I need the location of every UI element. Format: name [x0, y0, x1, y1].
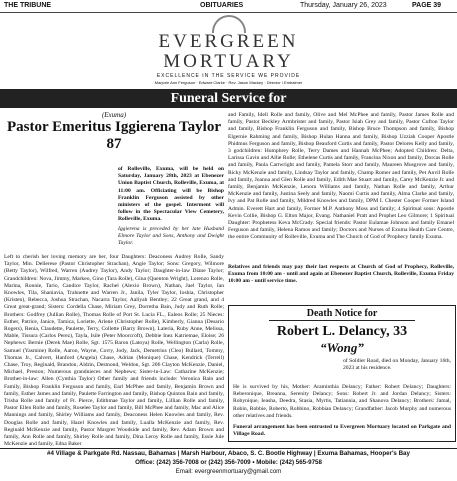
obituary-survivors: Left to cherish her loving memory are her, four Daughters: Deaconess Audrey Rolle, Sandy Taylor, Min. Dellerese (Pastor Christopher Strachan), Angie Taylor; Sons: Gregory, Wilmore (Betty Taylor), Wilfred, Warren (Audrey Taylor), Andy Taylor; Daughter-in-law Diane Taylor; Grandchildren: Nova, Jimmy, Markeo, Gino (Tara Rolle), Gina (Quenton Wright), Lorenzo Rolle, Marina, Ronnie, Tario, Candice Taylor, Rachel (Alexio Brown), Nathan, Jael Taylor, Ian Knowles, Tila, Shaniavia, Trahnette and Warren Jr., Janila, Tyler Taylor, Ioshia, Christopher (Kristen), Rebecca, Joshua Strachan, Nacarra Taylor, Aaliyah Bentley; 22 Great grand, and 4 Great great-grand; Sisters: Cordella Chase, Miriam Grey, Dorretha Bain, Judy and Ruth Rolle; Brothers: Godfrey (Jullian Rolle), Thomas Rolle of Port St. Lucia FL., Ealeos Rolle; 25 Nieces: Esther, Patrice, Janice, Tamica, Loriette, Arlene (Christopher Rolle), Kimberly, Gianna (Desario Rogers), Renia, Claudette, Paulette, Terry, Collette (Barry Brown), Lateria, Ruby Anne, Melissa, Mable, Tissura (Carlos Perez), Tayla, Isile (Peter Moorcroft), Debbie Inez Katriemae, Eloise; 26 Nephews: Bernie (Derek Mae) Rolle, Sgt. 1575 Baron (Latoya) Rolle, Wellington (Carla) Rolle, Samuel (Yasmine) Rolle, Aaron, Wayne, Corry, Jody, Jack, Demetrius (Cleo) Bullard, Tommy, Thomas Jr., Calvert, Hanford (Angela) Chase, Adrian (Monique) Chase, Kendrick (Terrell) Chase, Troy, Reginald, Brandon, Aldrin, Desmond, Weldon, Sgt. 206 Clayton McKenzie, Daniel, Michael, Preston; Numerous grandnieces and Nephews; Sister-in-Law: Catharine McKenzie; Brother-in-law: Allen (Cynthia Taylor) Other family and friends include: Veronica Bain and Family, Bishop Franklin Ferguson and family, Earl McPhee and family, Benjamin Brown and family, Esther James and family, Paulette Farrington and family, Bishop Quinton Bain and family, Trisha Rolle and family of Ft. Pierce, Edithmae Taylor and family, Lillian Rolle and family, Pastor Ellen Rolle and family, Roselee Taylor and family, Bill McPhee and family, Mac and Alice Mannings and family, Shirley Williams and family, Deaconess Helen Knowles and family, Rev. Douglas Rolle and family, Hazel Knowles and family, Lualla McKenzie and family, Rev. Reginald McKenzie and family, Pastor Margret Woodside and family, Rev. Adam Brown and family, Ann Rolle and family, Shirley Rolle and family, Dina Leroy Rolle and family, Essie Jule McKenzie and family, Edna Baker — [4, 254, 224, 448]
issue-date: Thursday, January 26, 2023 — [300, 2, 387, 9]
funeral-banner: Funeral Service for — [0, 89, 457, 108]
death-notice-nickname: “Wong” — [320, 340, 364, 355]
viewing-notice: Relatives and friends may pay their last respects at Church of God of Prophecy, Rolleville, Exuma from 10:00 am - until and again at Ebenezer Baptist Church, Rolleville, Exuma Friday 10:00 am - until service time. — [228, 264, 454, 285]
death-notice-name: Robert L. Delancy, 33 — [276, 324, 408, 339]
page-number: PAGE 39 — [412, 2, 442, 9]
death-notice-header: Death Notice for — [306, 308, 378, 319]
page-footer — [0, 448, 457, 481]
logo-line2: MORTUARY — [163, 51, 294, 72]
death-notice-box — [228, 305, 456, 442]
footer-addresses: #4 Village & Parkgate Rd. Nassau, Bahamas | Marsh Harbour, Abaco, S. C. Bootle Highway | Exuma Bahamas, Hooper's Bay — [47, 450, 410, 457]
page-header — [0, 0, 457, 13]
section-name: OBITUARIES — [200, 2, 244, 9]
death-notice-arrangements: Funeral arrangement has been entrusted to Evergreen Mortuary located on Parkgate and Village Road. — [233, 424, 451, 438]
death-notice-survivors: He is survived by his, Mother: Araminthia Delancy; Father: Robert Delancy; Daughters: Reberonique, Breanna, Serenity Delancy; Sons: Robert Jr. and Jordan Delancy; Sisters: Robynique, Ieasha, Deedra, Stasia, Myrtis, Tatiannia, and Shanova Delancy; Brothers: Jamal, Robin, Robbie, Roberto, Robbino, Robbian Delancy; Grandfather: Jacob Murphy and numerous other relatives and friends. — [233, 384, 451, 419]
obituary-service-details — [118, 166, 224, 252]
logo-tagline: EXCELLENCE IN THE SERVICE WE PROVIDE — [156, 73, 301, 79]
publication-name: THE TRIBUNE — [4, 2, 52, 9]
obituary-continued: and Family, Idell Rolle and family, Olive and Mel McPhee and family, Pastor James Rolle and family, Pastor Beckley Armbrister and family, Pastor Isiah Grey and family, Pastor Cufton Taylor and family, Bishop Franklin Ferguson and family, Bishop Bruce Thompson and family, Bishop Elgernie Rahming and family, Bishop Hulan Hanna and family, Bishop Uzziah Cooper Apostle Phidmus Ferguson and family, Bishop Beauford Curtis and family, Pastor Delores Kelly and family, 3 godchildren: Humphrey Rolle, Terry Dames and Hannah McPhee; Adopted Children: Delta, Larissa Gavin and Allie Rolle; Ethelene Curtis and family, Francina Nixon and family, Dorcas Rolle and family, Paula Cartwright and family, Pamela Storr and family, Maureen Musgrove and family, Ricky McKenzie and family, Lindsay Taylor and family, Champ Romer and family, Pet Anvil Rolle and family, Joanna and Glen Rolle and family, Edith Mae Stuart and family, Carey McKenzie Jr. and family, Benjamin McKenzie, Lenora Williams and family, Nathan Rolle and family, Arthur McKenzie and family, Justina Seely and family, Naomi Curtis and family, Alma Clarke and family, Ivy and Pat Rolle and family, Mildred Knowles and family, DPM I. Chester Cooper Former Island Admin. Everett Hart and family, Former M.P. Anthony Moss and family; 4 Spiritual sons: Apostle Kevin Collie, Bishop G. Elton Major, Evang. Nathaniel Pratt and Prophet Leo Gilmore; 1 Spiritual Daughter: Prophetess Keva McCrady. Special friends: Pastor Eulamae Johnson and family Emanel Ferguson and family, Helena Ramos and family; Doctors and Nurses of Exuma Health Care Centre, the entire Community of Rolleville, Exuma and The Church of God of Prophecy family Exuma. — [228, 112, 454, 241]
obituary-name: Pastor Emeritus Iggierena Taylor 87 — [6, 119, 222, 153]
logo-staff-names: Marjorie Ann Ferguson · Edward Clarke · Rev. Jason Mackey · Director / Embalmer — [154, 80, 303, 85]
footer-phones: Office: (242) 356-7008 or (242) 356-7009 • Mobile: (242) 565-9758 — [135, 459, 322, 466]
divider — [269, 320, 415, 321]
service-details-text: of Rolleville, Exuma, will be held on Saturday, January 28th, 2023 at Ebenezer Union Baptist Church, Rolleville, Exuma, at 11:00 am. Officiating will be Bishop Franklin Ferguson assisted by other ministers of the gospel. Interment will follow in the Spectacular View Cemetery, Rolleville, Exuma. — [118, 166, 224, 223]
preceded-text: Iggierena is preceded by her late Husband Elmore Taylor and Sons, Anthony and Dwight Taylor. — [118, 225, 224, 247]
obituary-title — [4, 112, 224, 164]
logo-line1: EVERGREEN — [158, 31, 299, 52]
obituary-location: (Exuma) — [101, 111, 127, 119]
footer-email: Email: evergreenmortuary@gmail.com — [175, 468, 282, 475]
death-notice-intro: of Soldier Road, died on Monday, January 16th, 2023 at his residence. — [343, 358, 451, 372]
mortuary-logo — [0, 13, 457, 89]
